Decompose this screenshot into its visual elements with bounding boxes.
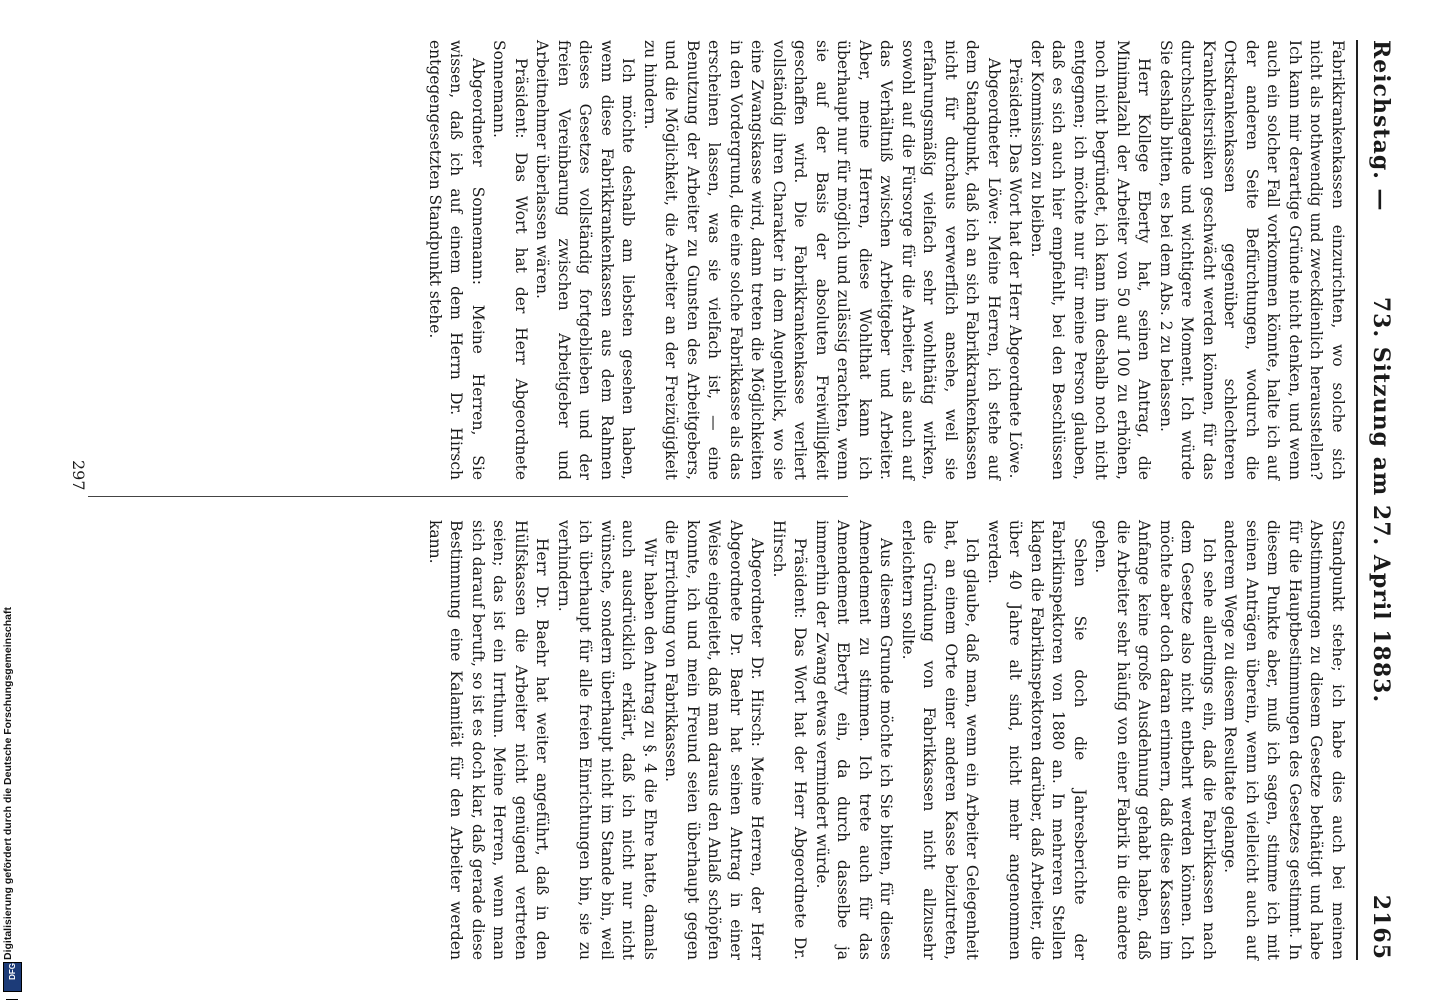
dfg-logo-icon [3,962,22,992]
paragraph: Wir haben den Antrag zu §. 4 die Ehre hatte, damals auch ausdrücklich erklärt, daß ich nicht nur nicht wünsche, sondern überhaupt nicht im Stande bin, weil ich überhaupt für alle freien Einrichtungen bin, sie zu verhindern. [555,520,659,960]
paragraph: Präsident: Das Wort hat der Herr Abgeordnete Löwe. [1006,58,1025,479]
paragraph: Herr Kollege Eberty hat, seinen Antrag, die Minimalzahl der Arbeiter von 50 auf 100 zu erhöhen, noch nicht begründet, ich kann ihn deshalb noch nicht entgegnen; ich möchte nur für meine Person glauben, daß es sich auch hier empfiehlt, bei den Beschlüssen der Kommission zu bleiben. [1028,40,1154,480]
paragraph: Abgeordneter Löwe: Meine Herren, ich stehe auf dem Standpunkt, daß ich an sich Fabrikkrankenkassen nicht für durchaus verwerflich ansehe, weil sie erfahrungsmäßig vielfach sehr wohlthätig wirken, sowohl auf die Fürsorge für die Arbeiter, als auch auf das Verhältniß zwischen Arbeitgeber und Arbeiter. Aber, meine Herren, diese Wohlthat kann ich überhaupt nur für möglich und zulässig erachten, wenn sie auf der Basis der absoluten Freiwilligkeit geschaffen wird. Die Fabrikkrankenkasse verliert vollständig ihren Charakter in dem Augenblick, wo sie eine Zwangskasse wird, dann treten die Möglichkeiten in den Vordergrund, die eine solche Fabrikkasse als das erscheinen lassen, was sie vielfach ist, — eine Benutzung der Arbeiter zu Gunsten des Arbeitgebers, und die Möglichkeit, die Arbeiter an der Freizügigkeit zu hindern. [641,40,1003,480]
paragraph: Präsident: Das Wort hat der Herr Abgeordnete Sonnemann. [490,40,530,480]
paragraph: Aus diesem Grunde möchte ich Sie bitten, für dieses Amendement zu stimmen. Ich trete auch für das Amendement Eberty ein, da durch dasselbe ja immerhin der Zwang etwas vermindert würde. [813,520,896,960]
paragraph: Abgeordneter Dr. Hirsch: Meine Herren, der Herr Abgeordnete Dr. Baehr hat seinen Antrag in einer Weise eingeleitet, daß man daraus den Anlaß schöpfen konnte, ich und mein Freund seien überhaupt gegen die Errichtung von Fabrikkassen. [662,520,767,960]
header-page-number: 2165 [1368,894,1394,960]
paragraph: Präsident: Das Wort hat der Herr Abgeordnete Dr. Hirsch. [770,520,810,960]
column-divider [88,496,848,497]
paragraph: Ich sehe allerdings ein, daß die Fabrikkassen nach dem Gesetze also nicht entbehrt werden können. Ich möchte aber doch daran erinnern, daß diese Kassen im Anfange keine große Ausdehnung gehabt haben, daß die Arbeiter sehr häufig von einer Fabrik in die andere gehen. [1092,520,1218,960]
logo-text: DFG [8,963,17,980]
credit-text: Digitalisierung gefördert durch die Deutsche Forschungsgemeinschaft [2,607,14,960]
digitization-credit [0,600,24,1000]
header-left: Reichstag. — [1368,40,1394,212]
paragraph: Sehen Sie doch die Jahresberichte der Fabrikinspektoren von 1880 an. In mehreren Stellen klagen die Fabrikinspektoren darüber, daß Arbeiter, die über 40 Jahre alt sind, nicht mehr angenommen werden. [985,520,1089,960]
right-column [424,520,1349,960]
paragraph: Abgeordneter Sonnemann: Meine Herren, Sie wissen, daß ich auf einem dem Herrn Dr. Hirsch entgegengesetzten Standpunkt stehe. [426,40,487,480]
left-column [424,40,1349,480]
rotated-sheet [8,0,1408,1000]
header-rule [1356,40,1358,960]
header-title: 73. Sitzung am 27. April 1883. [1368,296,1394,704]
paragraph: Ich glaube, daß man, wenn ein Arbeiter Gelegenheit hat, an einem Orte einer anderen Kasse beizutreten, die Gründung von Fabrikkassen nicht allzusehr erleichtern sollte. [899,520,982,960]
running-header [1360,40,1400,960]
paragraph: Herr Dr. Baehr hat weiter angeführt, daß in den Hülfskassen die Arbeiter nicht genügend vertreten seien; das ist ein Irrthum. Meine Herren, wenn man sich darauf beruft, so ist es doch klar, daß gerade diese Bestimmung eine Kalamität für den Arbeiter werden kann. [426,520,552,960]
paragraph: Ich möchte deshalb am liebsten gesehen haben, wenn diese Fabrikkrankenkassen aus dem Rahmen dieses Gesetzes vollständig fortgeblieben und der freien Vereinbarung zwischen Arbeitgeber und Arbeitnehmer überlassen wären. [533,40,638,480]
footer-page-number: 297 [69,460,88,491]
paragraph: Standpunkt stehe; ich habe dies auch bei meinen Abstimmungen zu diesem Gesetze bethätigt und habe für die Hauptbestimmungen des Gesetzes gestimmt. In diesem Punkte aber, muß ich sagen, stimme ich mit seinen Anträgen überein, wenn ich vielleicht auch auf anderem Wege zu diesem Resultate gelange. [1221,520,1347,960]
paragraph: Fabrikkrankenkassen einzurichten, wo solche sich nicht als nothwendig und zweckdienlich herausstellen? Ich kann mir derartige Gründe nicht denken, und wenn auch ein solcher Fall vorkommen könnte, halte ich auf der anderen Seite Befürchtungen, wodurch die Ortskrankenkassen gegenüber schlechteren Krankheitsrisiken geschwächt werden können, für das durchschlagende und wichtigere Moment. Ich würde Sie deshalb bitten, es bei dem Abs. 2 zu belassen. [1157,40,1347,480]
